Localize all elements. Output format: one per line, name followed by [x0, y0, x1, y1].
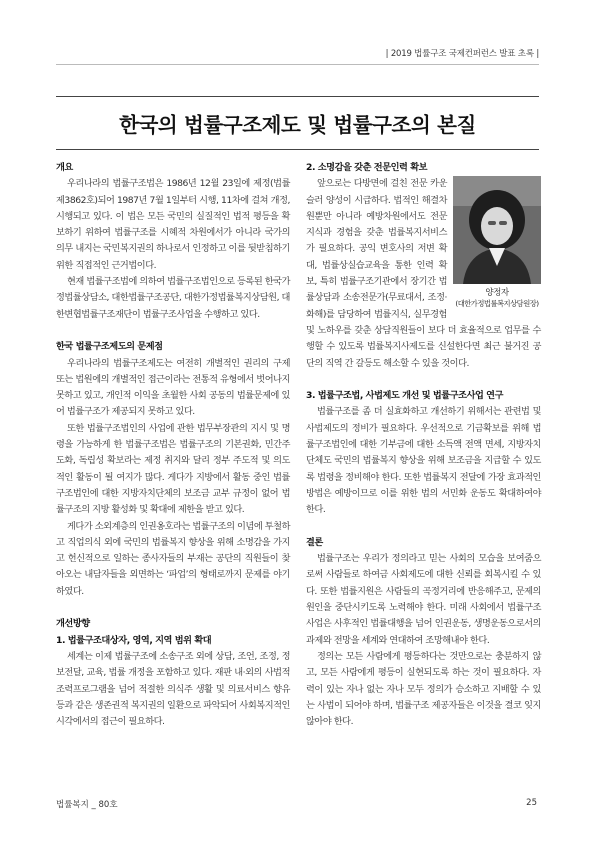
paragraph: 법률구조를 좀 더 실효화하고 개선하기 위해서는 관련법 및 사법제도의 정비가 필요하다. 우선적으로 기금확보를 위해 법률구조법인에 대한 기부금에 대한 소득액 전액 면세, 지방자치단체도 국민의 법률복지 향상을 위해 보조금을 지급할 수 있도록 법령을 정비해야 한다. 또한 법률복지 전달에 가장 효과적인 방법은 예방이므로 이를 위한 법의 서민화 운동도 확대하여야 한다.: [306, 406, 541, 516]
footer-publication: 법률복지 _ 80호: [56, 800, 118, 810]
paragraph: 현재 법률구조법에 의하여 법률구조법인으로 등록된 한국가정법률상담소, 대한법률구조공단, 대한가정법률복지상담원, 대한변협법률구조재단이 법률구조사업을 수행하고 있다.: [56, 276, 290, 320]
author-photo-block: [453, 176, 541, 309]
photo-caption-org: (대한가정법률복지상담원장): [455, 299, 539, 309]
running-header: | 2019 법률구조 국제컨퍼런스 발표 초록 |: [385, 49, 539, 59]
paragraph: 법률구조는 우리가 정의라고 믿는 사회의 모습을 보여줌으로써 사람들로 하여금 사회제도에 대한 신뢰를 회복시킬 수 있다. 또한 법률지원은 사람들의 곡정거리에 반응해주고, 문제의 원인을 중단시키도록 노력해야 한다. 미래 사회에서 법률구조사업은 사후적인 법률대행을 넘어 인권운동, 생명운동으로서의 과제와 전망을 세계와 연대하여 조망해내야 한다.: [306, 553, 541, 646]
section-heading-problems: 한국 법률구조제도의 문제점: [56, 341, 163, 353]
paragraph: 정의는 모든 사람에게 평등하다는 것만으로는 충분하지 않고, 모든 사람에게 평등이 실현되도록 하는 것이 필요하다. 자력이 있는 자나 없는 자나 모두 정의가 승소하고 지배할 수 있는 사법이 되어야 하며, 법률구조 제공자들은 이것을 결코 잊지 않아야 한다.: [306, 650, 541, 728]
author-portrait-photo: [453, 176, 541, 284]
section-heading-conclusion: 결론: [306, 536, 323, 548]
section-heading-improvements: 개선방향: [56, 618, 90, 630]
paragraph: 게다가 소외계층의 인권옹호라는 법률구조의 이념에 투철하고 직업의식 외에 국민의 법률복지 향상을 위해 소명감을 가지고 헌신적으로 일하는 종사자들의 부재는 공단의 직원들이 찾아오는 내담자들을 외면하는 ‘파업’의 형태로까지 문제를 야기하였다.: [56, 520, 290, 597]
paragraph: 세계는 이제 법률구조에 소송구조 외에 상담, 조언, 조정, 정보전달, 교육, 법률 개정을 포함하고 있다. 재판 내·외의 사법적 조력프로그램을 넘어 적절한 의식주 생활 및 의료서비스 향유 등과 같은 생존권적 복지권의 일환으로 파악되어 사회복지적인 시각에서의 접근이 필요하다.: [56, 650, 290, 728]
right-column: [306, 160, 541, 730]
page-number: 25: [526, 798, 537, 808]
paragraph: 또한 법률구조법인의 사업에 관한 법무부장관의 지시 및 명령을 가능하게 한 법률구조법은 법률구조의 기본권화, 민간주도화, 독립성 확보라는 제정 취지와 달리 정부 주도적 및 의도적인 활동이 될 여지가 많다. 게다가 지방에서 활동 중인 법률구조법인에 대한 지방자치단체의 보조금 교부 규정이 없어 법률구조의 지방 활성화 및 확대에 제한을 받고 있다.: [56, 422, 290, 516]
paragraph: 앞으로는 다방면에 걸친 전문 카운슬러 양성이 시급하다. 법적인 해결차원뿐만 아니라 예방차원에서도 전문지식과 경험을 갖춘 법률복지서비스가 필요하다. 공익 변호사의 저변 확대, 법률상실습교육을 통한 인력 확보, 특히 법률구조기관에서 장기간 법률상담과 소송전문가(무료대서, 조정·화해)를 담당하여 법률지식, 실무경험 및 노하우를 갖춘 상담직원들이 보다 더 효율적으로 업무를 수행할 수 있도록 법률복지사제도를 신설한다면 최근 불거진 공단의 직역 간 갈등도 해소할 수 있을 것이다.: [306, 178, 541, 369]
section-heading-overview: 개요: [56, 162, 73, 173]
subheading-1: 1. 법률구조대상자, 영역, 지역 범위 확대: [56, 634, 212, 646]
left-column: [56, 160, 290, 730]
article-title: 한국의 법률구조제도 및 법률구조의 본질: [119, 113, 476, 137]
subheading-3: 3. 법률구조법, 사법제도 개선 및 법률구조사업 연구: [306, 390, 504, 402]
photo-caption-name: 양정자: [485, 288, 509, 299]
title-box: [56, 96, 539, 150]
subheading-2: 2. 소명감을 갖춘 전문인력 확보: [306, 162, 428, 173]
paragraph: 우리나라의 법률구조제도는 여전히 개별적인 권리의 구제 또는 법원에의 개별적인 접근이라는 전통적 유형에서 벗어나지 못하고 있고, 개인적 이익을 초월한 사회 공동의 법률문제에 있어 법률구조가 제공되지 못하고 있다.: [56, 357, 290, 418]
header-divider: [56, 64, 539, 65]
paragraph: 우리나라의 법률구조법은 1986년 12월 23일에 제정(법률 제3862호)되어 1987년 7월 1일부터 시행, 11차에 걸쳐 개정, 시행되고 있다. 이 법은 모든 국민의 실질적인 법적 평등을 확보하기 위하여 법률구조를 시혜적 차원에서가 아니라 국가의 의무 내지는 국민복지권의 하나로서 인정하고 이를 뒷받침하기 위한 직접적인 근거법이다.: [56, 178, 290, 271]
